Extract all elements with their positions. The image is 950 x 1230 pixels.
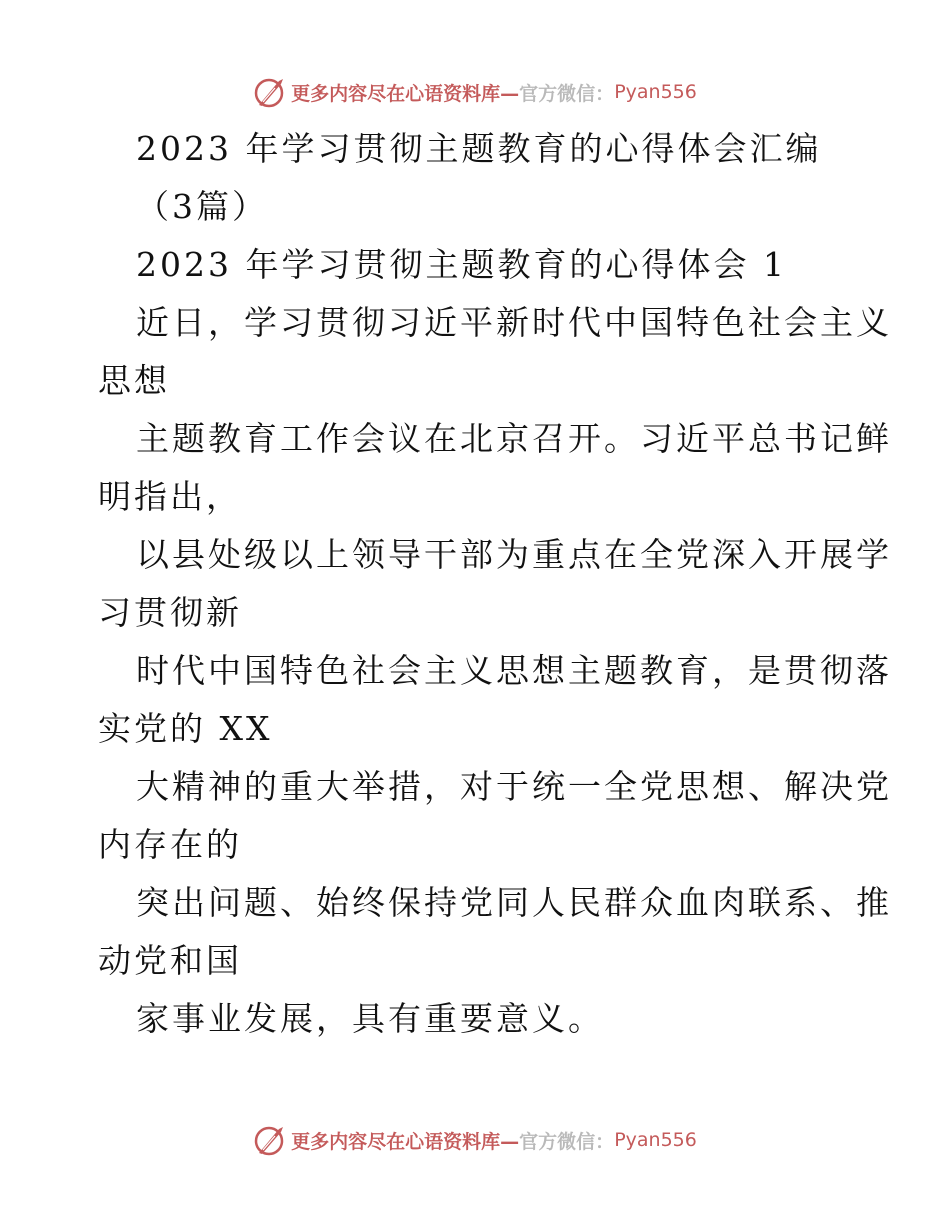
footer-banner[interactable]: [0, 1120, 950, 1160]
quill-pen-logo-icon: [253, 1123, 287, 1157]
text-line: 以县处级以上领导干部为重点在全党深入开展学: [136, 535, 892, 574]
text-line: 突出问题、始终保持党同人民群众血肉联系、推: [136, 883, 892, 922]
text-line: （3篇）: [136, 187, 268, 226]
text-line: 大精神的重大举措，对于统一全党思想、解决党: [136, 767, 892, 806]
text-line: 内存在的: [98, 825, 242, 864]
text-line: 时代中国特色社会主义思想主题教育，是贯彻落: [136, 651, 892, 690]
footer-wechat-id: Pyan556: [614, 1129, 697, 1151]
text-line: 近日，学习贯彻习近平新时代中国特色社会主义: [136, 303, 892, 342]
text-line: 思想: [98, 361, 170, 400]
text-line: 实党的 XX: [98, 709, 273, 748]
header-slogan: 更多内容尽在心语资料库—: [291, 82, 520, 105]
header-wechat-label: 官方微信：: [519, 82, 615, 105]
text-line: 习贯彻新: [98, 593, 242, 632]
text-line: 2023 年学习贯彻主题教育的心得体会汇编: [136, 129, 822, 168]
text-line: 明指出，: [98, 477, 242, 516]
footer-wechat-label: 官方微信：: [519, 1130, 615, 1153]
text-line: 主题教育工作会议在北京召开。习近平总书记鲜: [136, 419, 892, 458]
header-wechat-id: Pyan556: [614, 81, 697, 103]
text-line: 动党和国: [98, 941, 242, 980]
footer-slogan: 更多内容尽在心语资料库—: [291, 1130, 520, 1153]
document-body: [98, 120, 892, 1048]
quill-pen-logo-icon: [253, 75, 287, 109]
header-banner[interactable]: [0, 72, 950, 112]
text-line: 2023 年学习贯彻主题教育的心得体会 1: [136, 245, 787, 284]
text-line: 家事业发展，具有重要意义。: [136, 999, 604, 1038]
